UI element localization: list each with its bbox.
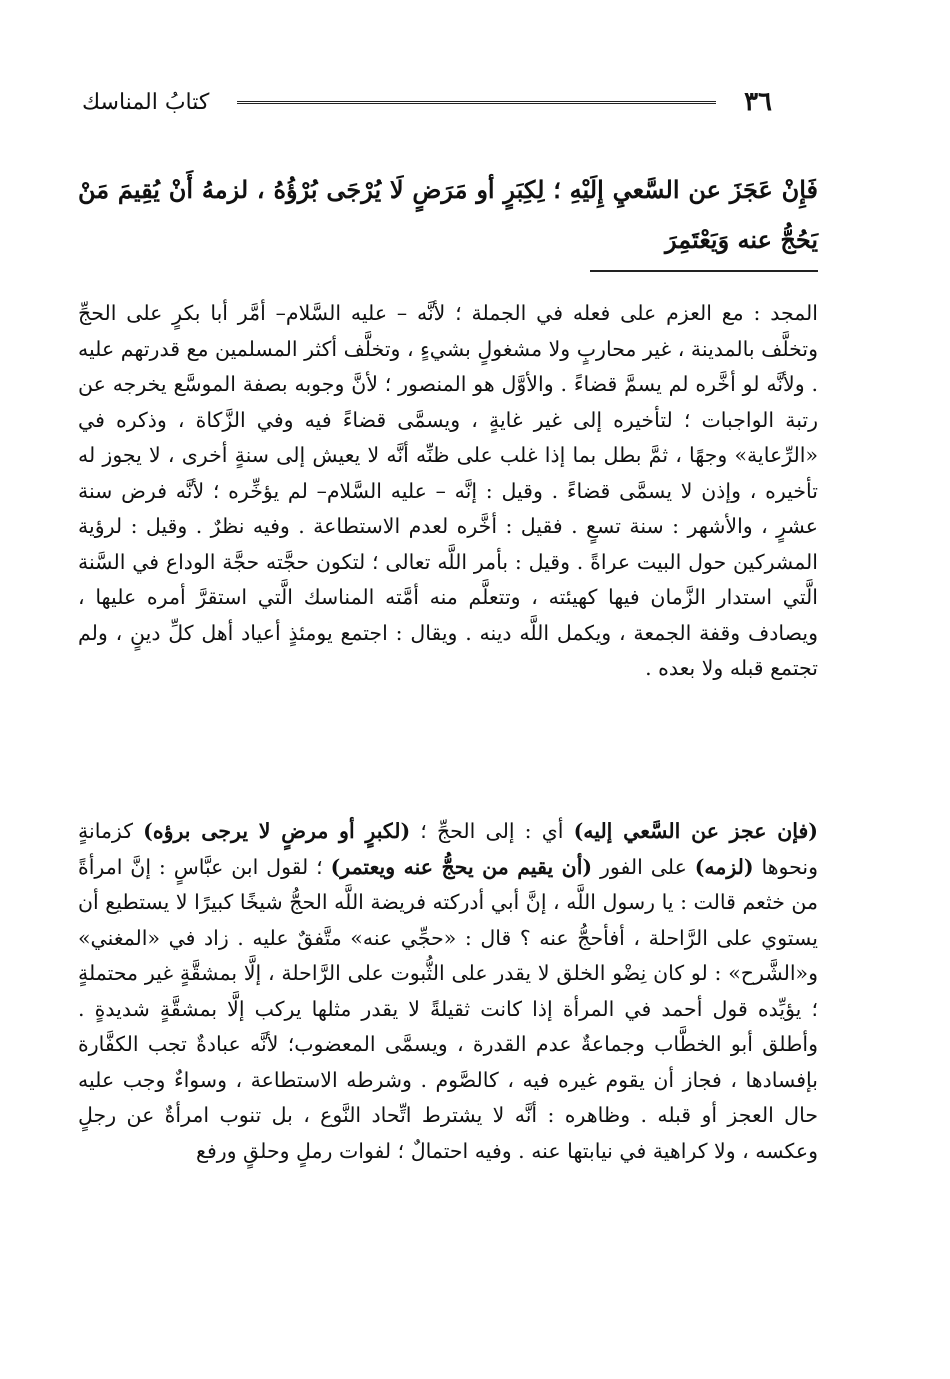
- commentary-text: المجد : مع العزم على فعله في الجملة ؛ لأنَّه – عليه السَّلام– أمَّر أبا بكرٍ على الحجِّ وتخلَّف بالمدينة ، غير محاربٍ ولا مشغولٍ بشيءٍ ، وتخلَّف أكثر المسلمين مع قدرتهم عليه . ولأنَّه لو أخَّره لم يسمَّ قضاءً . والأوَّل هو المنصور ؛ لأنَّ وجوبه بصفة الموسَّع يخرجه عن رتبة الواجبات ؛ لتأخيره إلى غير غايةٍ ، ويسمَّى قضاءً فيه وفي الزَّكاة ، وذكره في «الرِّعاية» وجهًا ، ثمَّ بطل بما إذا غلب على ظنِّه أنَّه لا يعيش إلى سنةٍ أخرى ، لا يجوز له تأخيره ، وإذن لا يسمَّى قضاءً . وقيل : إنَّه – عليه السَّلام– لم يؤخِّره ؛ لأنَّه فرض سنة عشرٍ ، والأشهر : سنة تسعٍ . فقيل : أخَّره لعدم الاستطاعة . وفيه نظرٌ . وقيل : لرؤية المشركين حول البيت عراةً . وقيل : بأمر اللَّه تعالى ؛ لتكون حجَّته حجَّة الوداع في السَّنة الَّتي استدار الزَّمان فيها كهيئته ، وتتعلَّم منه أمَّته المناسك الَّتي استقرَّ أمره عليها ، ويصادف وقفة الجمعة ، ويكمل اللَّه دينه . ويقال : اجتمع يومئذٍ أعياد أهل كلِّ دينٍ ، ولم تجتمع قبله ولا بعده .: [78, 301, 818, 680]
- matn-divider: [590, 270, 818, 272]
- page-header: [82, 82, 772, 122]
- header-divider: [237, 101, 716, 104]
- running-title: كتابُ المناسك: [82, 89, 210, 115]
- quoted-matn: (لزمه): [694, 854, 754, 879]
- commentary-span: ؛ لقول ابن عبَّاسٍ : إنَّ امرأةً من خثعم قالت : يا رسول اللَّه ، إنَّ أبي أدركته فريضة اللَّه الحجُّ شيخًا كبيرًا لا يستطيع أن يستوي على الرَّاحلة ، أفأحجُّ عنه ؟ قال : «حجِّي عنه» متَّفقٌ عليه . زاد في «المغني» و«الشَّرح» : لو كان نِضْو الخلق لا يقدر على الثُّبوت على الرَّاحلة ، إلَّا بمشقَّةٍ غير محتملةٍ ؛ يؤيِّده قول أحمد في المرأة إذا كانت ثقيلةً لا يقدر مثلها يركب إلَّا بمشقَّةٍ شديدةٍ . وأطلق أبو الخطَّاب وجماعةٌ عدم القدرة ، ويسمَّى المعضوب؛ لأنَّه عبادةٌ تجب الكفَّارة بإفسادها ، فجاز أن يقوم غيره فيه ، كالصَّوم . وشرطه الاستطاعة ، وسواءٌ وجب عليه حال العجز أو قبله . وظاهره : أنَّه لا يشترط اتِّحاد النَّوع ، بل تنوب امرأةٌ عن رجلٍ وعكسه ، ولا كراهية في نيابتها عنه . وفيه احتمالٌ ؛ لفوات رملٍ وحلقٍ ورفع: [78, 854, 818, 1163]
- commentary-span: على الفور: [592, 854, 695, 879]
- commentary-span: كزمانةٍ ونحوها: [78, 819, 818, 879]
- quoted-matn: (فإن عجز عن السَّعي إليه): [573, 819, 819, 843]
- commentary-text-2: [78, 814, 818, 1169]
- quoted-matn: (أن يقيم من يحجُّ عنه ويعتمر): [330, 854, 593, 879]
- commentary-paragraph-1: [78, 296, 818, 687]
- matn-text: فَإِنْ عَجَزَ عن السَّعيِ إِلَيْهِ ؛ لِكِبَرٍ أو مَرَضٍ لَا يُرْجَى بُرْؤُهُ ، لزمهُ أَنْ يُقِيمَ مَنْ يَحُجُّ عنه وَيَعْتَمِرَ: [78, 175, 818, 254]
- commentary-span: أي : إلى الحجِّ ؛: [410, 819, 574, 843]
- page-number: ٣٦: [744, 87, 772, 117]
- quoted-matn: (لكبرٍ أو مرضٍ لا يرجى برؤه): [143, 819, 411, 843]
- commentary-paragraph-2: [78, 814, 818, 1169]
